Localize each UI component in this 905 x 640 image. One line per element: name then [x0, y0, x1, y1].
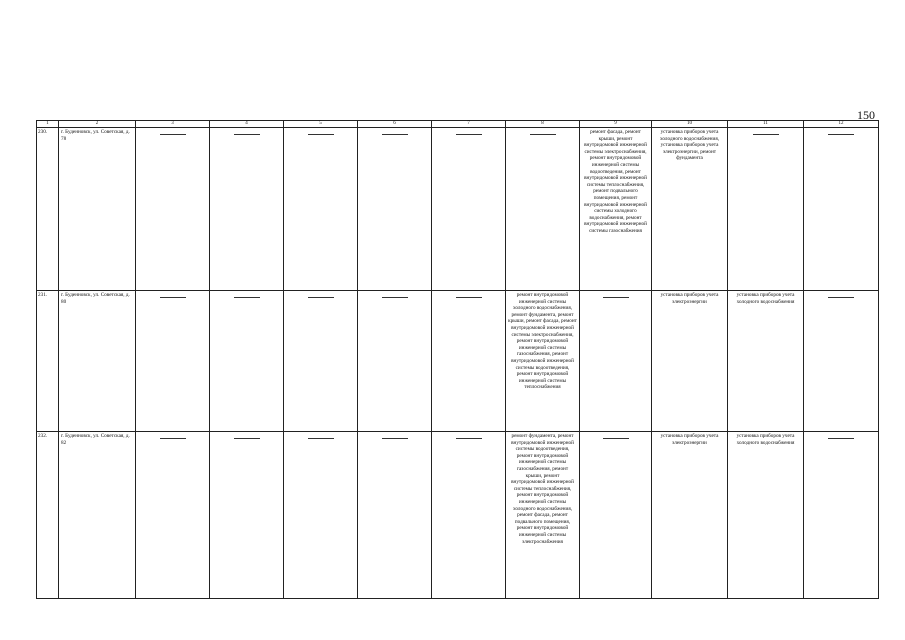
works-cell — [728, 432, 804, 599]
row-number-cell — [37, 128, 59, 291]
works-cell — [506, 291, 580, 432]
empty-cell — [804, 291, 879, 432]
dash-mark — [308, 438, 334, 439]
row-number-cell — [37, 291, 59, 432]
works-cell — [728, 291, 804, 432]
works-cell — [652, 432, 728, 599]
dash-mark — [234, 438, 260, 439]
dash-mark — [603, 438, 629, 439]
empty-cell — [284, 432, 358, 599]
address: г. Буденновск, ул. Советская, д. 78 — [61, 129, 130, 142]
col-header-6: 6 — [358, 121, 432, 128]
works-text: ремонт фундамента, ремонт внутридомовой инженерной системы водоотведения, ремонт внутридомовой инженерной системы газоснабжения, ремонт крыши, ремонт внутридомовой инженерной системы теплоснабжения, ремонт внутридомовой инженерной системы холодного водоснабжения, ремонт фасада, ремонт подвального помещения, ремонт внутридомовой инженерной системы электроснабжения — [511, 433, 574, 545]
works-text: установка приборов учета холодного водоснабжения, установка приборов учета электроэнергии, ремонт фундамента — [659, 129, 720, 162]
address-cell — [59, 432, 136, 599]
works-cell — [652, 291, 728, 432]
dash-mark — [382, 297, 408, 298]
address: г. Буденновск, ул. Советская, д. 82 — [61, 433, 130, 446]
row-number: 230. — [38, 129, 48, 135]
col-header-5: 5 — [284, 121, 358, 128]
header-row — [37, 121, 879, 128]
empty-cell — [358, 291, 432, 432]
table-row — [37, 432, 879, 599]
works-text: установка приборов учета холодного водоснабжения — [736, 433, 795, 446]
empty-cell — [728, 128, 804, 291]
col-header-12: 12 — [804, 121, 879, 128]
col-header-1: 1 — [37, 121, 59, 128]
dash-mark — [530, 134, 556, 135]
dash-mark — [456, 297, 482, 298]
dash-mark — [753, 134, 779, 135]
dash-mark — [160, 297, 186, 298]
empty-cell — [506, 128, 580, 291]
dash-mark — [382, 134, 408, 135]
col-header-9: 9 — [580, 121, 652, 128]
empty-cell — [284, 291, 358, 432]
empty-cell — [580, 291, 652, 432]
empty-cell — [580, 432, 652, 599]
works-text: установка приборов учета холодного водоснабжения — [736, 292, 795, 305]
dash-mark — [160, 438, 186, 439]
dash-mark — [308, 134, 334, 135]
empty-cell — [358, 432, 432, 599]
page-number: 150 — [857, 108, 875, 122]
dash-mark — [603, 297, 629, 298]
dash-mark — [456, 134, 482, 135]
col-header-4: 4 — [210, 121, 284, 128]
col-header-8: 8 — [506, 121, 580, 128]
address: г. Буденновск, ул. Советская, д. 80 — [61, 292, 130, 305]
table-row — [37, 291, 879, 432]
empty-cell — [432, 128, 506, 291]
row-number-cell — [37, 432, 59, 599]
row-number: 232. — [38, 433, 48, 439]
works-cell — [506, 432, 580, 599]
empty-cell — [432, 291, 506, 432]
dash-mark — [382, 438, 408, 439]
dash-mark — [828, 134, 854, 135]
empty-cell — [804, 432, 879, 599]
dash-mark — [160, 134, 186, 135]
dash-mark — [828, 297, 854, 298]
empty-cell — [210, 128, 284, 291]
works-text: ремонт фасада, ремонт крыши, ремонт внутридомовой инженерной системы электроснабжения, ремонт внутридомовой инженерной системы водоотведения, ремонт внутридомовой инженерной системы теплоснабжения, ремонт подвального помещения, ремонт внутридомовой инженерной системы холодного водоснабжения, ремонт внутридомовой инженерной системы газоснабжения — [584, 129, 647, 234]
dash-mark — [828, 438, 854, 439]
empty-cell — [136, 128, 210, 291]
dash-mark — [308, 297, 334, 298]
col-header-2: 2 — [59, 121, 136, 128]
works-text: ремонт внутридомовой инженерной системы холодного водоснабжения, ремонт фундамента, ремонт крыши, ремонт фасада, ремонт внутридомовой инженерной системы электроснабжения, ремонт внутридомовой инженерной системы газоснабжения, ремонт внутридомовой инженерной системы водоотведения, ремонт внутридомовой инженерной системы теплоснабжения — [508, 292, 577, 391]
col-header-3: 3 — [136, 121, 210, 128]
address-cell — [59, 128, 136, 291]
empty-cell — [210, 432, 284, 599]
dash-mark — [234, 134, 260, 135]
empty-cell — [358, 128, 432, 291]
works-cell — [580, 128, 652, 291]
empty-cell — [136, 432, 210, 599]
works-cell — [652, 128, 728, 291]
empty-cell — [284, 128, 358, 291]
works-text: установка приборов учета электроэнергии — [660, 433, 719, 446]
col-header-11: 11 — [728, 121, 804, 128]
empty-cell — [432, 432, 506, 599]
col-header-7: 7 — [432, 121, 506, 128]
works-text: установка приборов учета электроэнергии — [660, 292, 719, 305]
dash-mark — [456, 438, 482, 439]
table-row — [37, 128, 879, 291]
empty-cell — [136, 291, 210, 432]
empty-cell — [210, 291, 284, 432]
col-header-10: 10 — [652, 121, 728, 128]
empty-cell — [804, 128, 879, 291]
row-number: 231. — [38, 292, 48, 298]
address-cell — [59, 291, 136, 432]
dash-mark — [234, 297, 260, 298]
work-table — [36, 120, 879, 599]
